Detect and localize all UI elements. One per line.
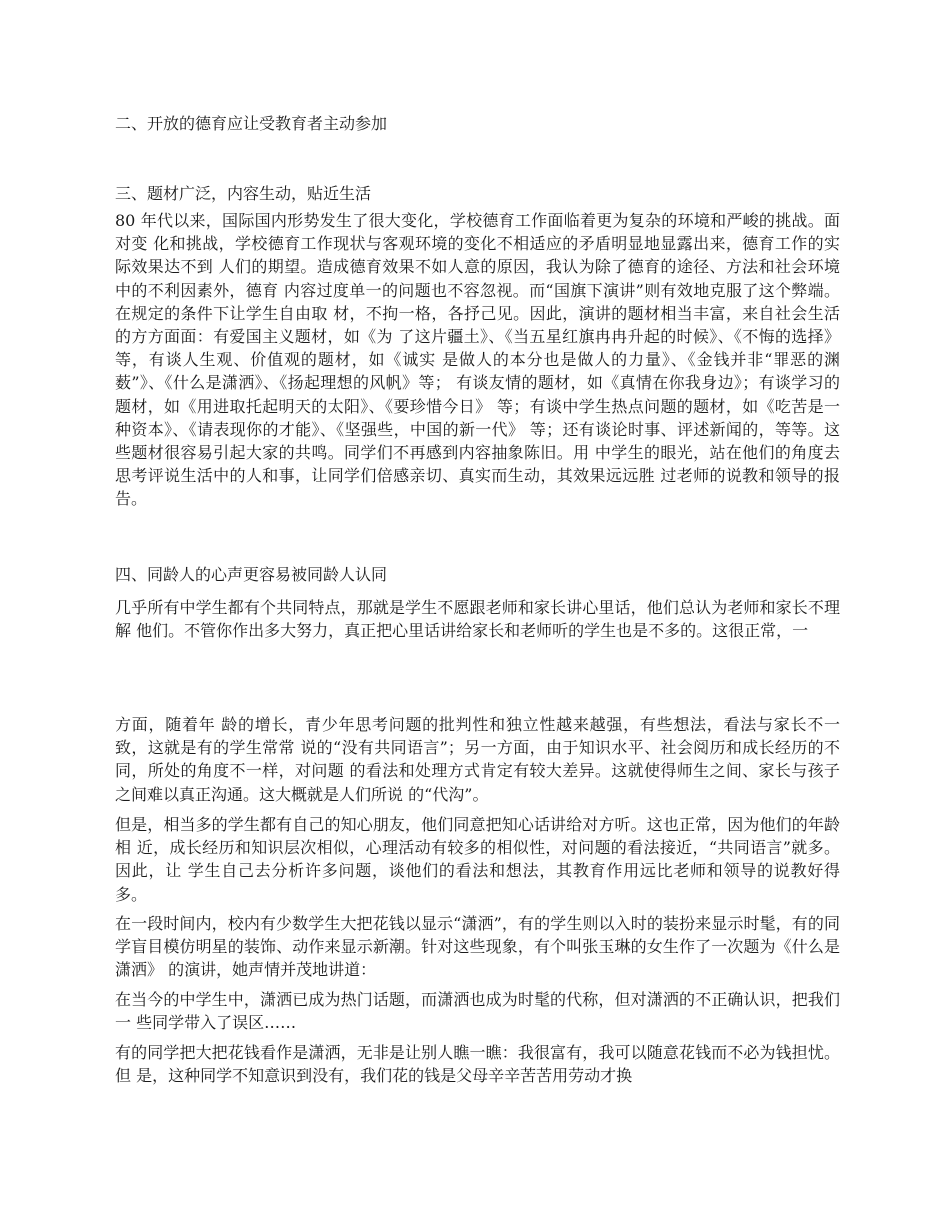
paragraph-peers-2: 方面，随着年 龄的增长，青少年思考问题的批判性和独立性越来越强，有些想法，看法与家长不一致，这就是有的学生常常 说的“没有共同语言”；另一方面，由于知识水平、社会阅历和成长经历的不同，所处的角度不一样，对问题 的看法和处理方式肯定有较大差异。这就使得师生之间、家长与孩子之间难以真正沟通。这大概就是人们所说 的“代沟”。	[115, 715, 840, 804]
section-3-heading: 三、题材广泛，内容生动，贴近生活	[115, 184, 372, 203]
paragraph-peers-1: 几乎所有中学生都有个共同特点，那就是学生不愿跟老师和家长讲心里话，他们总认为老师和家长不理解 他们。不管你作出多大努力，真正把心里话讲给家长和老师听的学生也是不多的。这很正常，一	[115, 598, 840, 641]
paragraph-peers-3: 但是，相当多的学生都有自己的知心朋友，他们同意把知心话讲给对方听。这也正常，因为他们的年龄相 近，成长经历和知识层次相似，心理活动有较多的相似性，对问题的看法接近，“共同语言”就多。因此，让 学生自己去分析许多问题，谈他们的看法和想法，其教育作用远比老师和领导的说教好得多。	[115, 815, 840, 904]
paragraph-peers-5: 在当今的中学生中，潇洒已成为热门话题，而潇洒也成为时髦的代称，但对潇洒的不正确认识，把我们一 些同学带入了误区……	[115, 990, 840, 1033]
paragraph-peers-6: 有的同学把大把花钱看作是潇洒，无非是让别人瞧一瞧：我很富有，我可以随意花钱而不必为钱担忧。但 是，这种同学不知意识到没有，我们花的钱是父母辛辛苦苦用劳动才换	[115, 1043, 840, 1086]
section-3-paragraph: 80 年代以来，国际国内形势发生了很大变化，学校德育工作面临着更为复杂的环境和严峻的挑战。面对变 化和挑战，学校德育工作现状与客观环境的变化不相适应的矛盾明显地显露出来，德育工作的实际效果达不到 人们的期望。造成德育效果不如人意的原因，我认为除了德育的途径、方法和社会环境中的不利因素外，德育 内容过度单一的问题也不容忽视。而“国旗下演讲”则有效地克服了这个弊端。在规定的条件下让学生自由取 材，不拘一格，各抒己见。因此，演讲的题材相当丰富，来自社会生活的方方面面：有爱国主义题材，如《为 了这片疆土》、《当五星红旗冉冉升起的时候》、《不悔的选择》等，有谈人生观、价值观的题材，如《诚实 是做人的本分也是做人的力量》、《金钱并非“罪恶的渊薮”》、《什么是潇洒》、《扬起理想的风帆》等； 有谈友情的题材，如《真情在你我身边》；有谈学习的题材，如《用进取托起明天的太阳》、《要珍惜今日》 等；有谈中学生热点问题的题材，如《吃苦是一种资本》、《请表现你的才能》、《坚强些，中国的新一代》 等；还有谈论时事、评述新闻的，等等。这些题材很容易引起大家的共鸣。同学们不再感到内容抽象陈旧。用 中学生的眼光，站在他们的角度去思考评说生活中的人和事，让同学们倍感亲切、真实而生动，其效果远远胜 过老师的说教和领导的报告。	[115, 211, 840, 509]
section-4-heading: 四、同龄人的心声更容易被同龄人认同	[115, 565, 388, 584]
section-2-heading: 二、开放的德育应让受教育者主动参加	[115, 114, 388, 133]
paragraph-peers-4: 在一段时间内，校内有少数学生大把花钱以显示“潇洒”，有的学生则以入时的装扮来显示时髦，有的同 学盲目模仿明星的装饰、动作来显示新潮。针对这些现象，有个叫张玉琳的女生作了一次题为《什么是潇洒》 的演讲，她声情并茂地讲道：	[115, 914, 840, 980]
